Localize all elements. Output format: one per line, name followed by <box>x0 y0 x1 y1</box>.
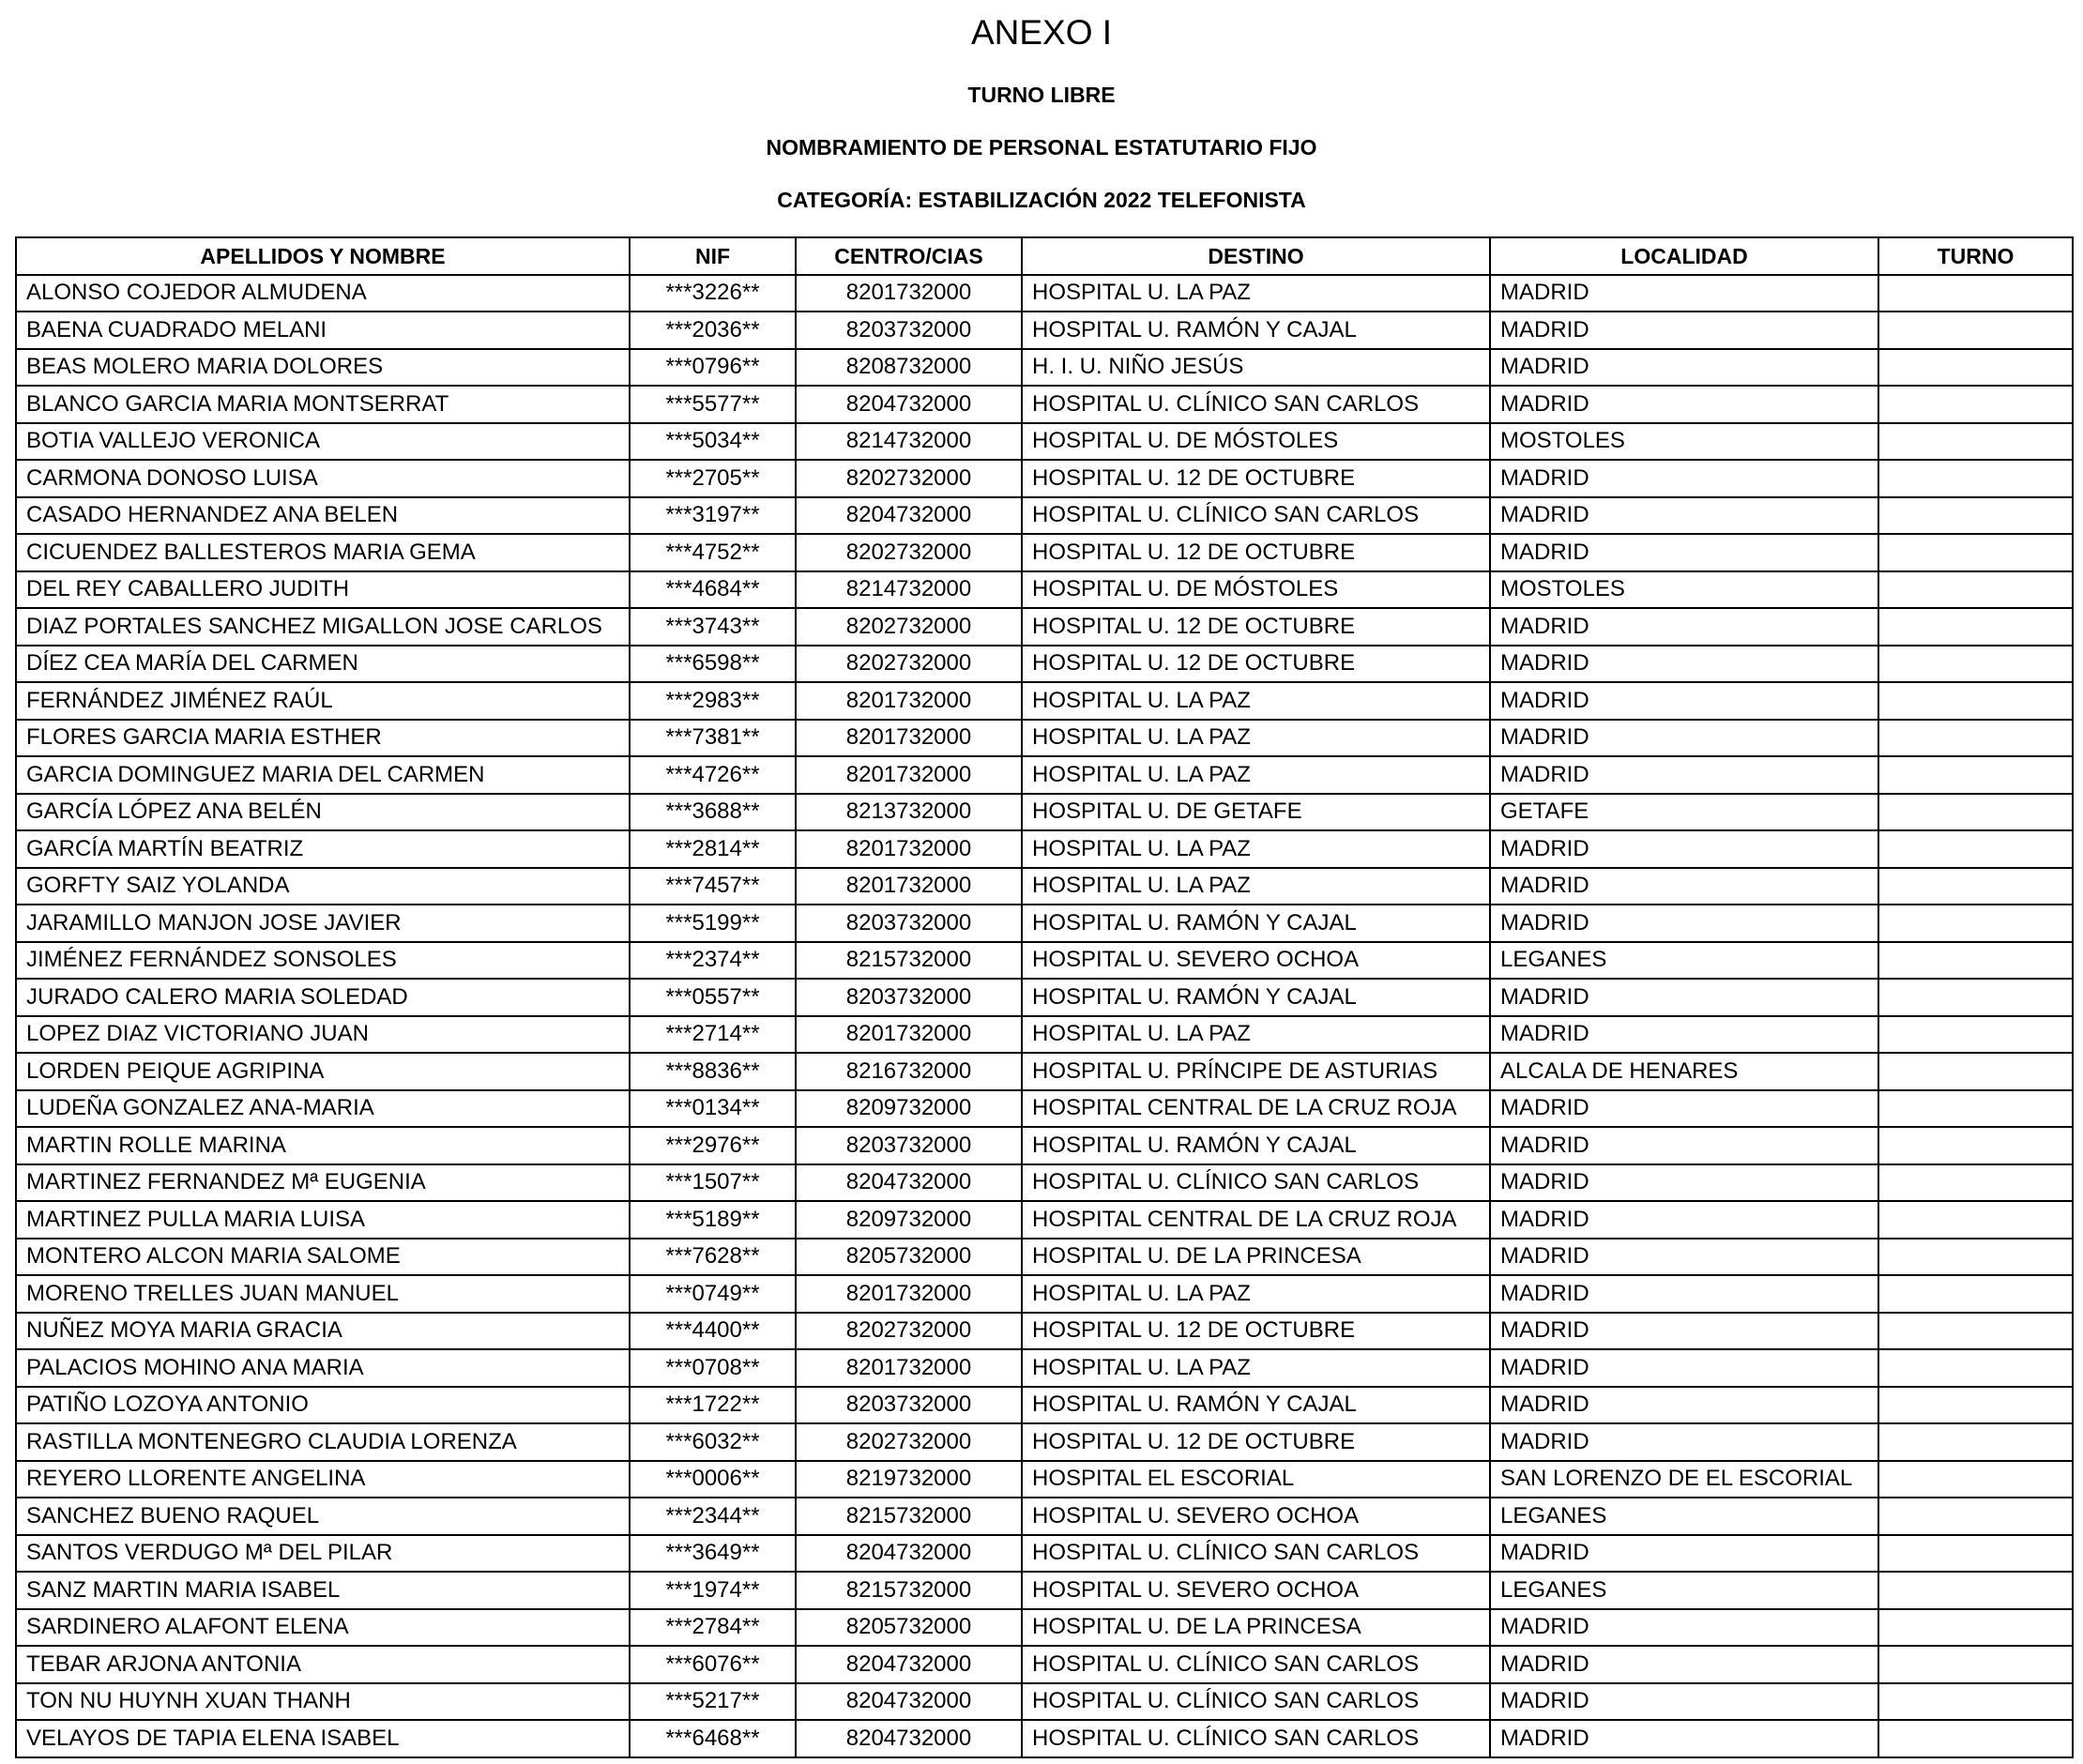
cell-nif: ***0134** <box>630 1090 796 1128</box>
cell-nif: ***7381** <box>630 720 796 757</box>
cell-localidad: MADRID <box>1490 1164 1878 1202</box>
cell-name: TON NU HUYNH XUAN THANH <box>16 1683 630 1721</box>
annex-title: ANEXO I <box>970 13 1113 52</box>
cell-cias: 8204732000 <box>796 1164 1022 1202</box>
cell-nif: ***2784** <box>630 1609 796 1647</box>
cell-turno <box>1878 1239 2073 1276</box>
cell-turno <box>1878 830 2073 868</box>
cell-nif: ***4400** <box>630 1313 796 1350</box>
cell-localidad: MADRID <box>1490 1127 1878 1164</box>
table-row <box>16 312 2073 349</box>
cell-turno <box>1878 1164 2073 1202</box>
cell-name: MARTIN ROLLE MARINA <box>16 1127 630 1164</box>
cell-destino: HOSPITAL U. CLÍNICO SAN CARLOS <box>1022 386 1490 423</box>
cell-destino: HOSPITAL U. SEVERO OCHOA <box>1022 1572 1490 1609</box>
cell-turno <box>1878 1387 2073 1424</box>
cell-localidad: MADRID <box>1490 905 1878 942</box>
cell-cias: 8216732000 <box>796 1053 1022 1090</box>
cell-destino: HOSPITAL U. RAMÓN Y CAJAL <box>1022 312 1490 349</box>
table-row <box>16 534 2073 571</box>
cell-nif: ***5577** <box>630 386 796 423</box>
cell-destino: HOSPITAL U. LA PAZ <box>1022 720 1490 757</box>
cell-turno <box>1878 460 2073 497</box>
cell-nif: ***0796** <box>630 349 796 387</box>
cell-name: REYERO LLORENTE ANGELINA <box>16 1461 630 1498</box>
table-row <box>16 275 2073 312</box>
table-row <box>16 571 2073 609</box>
cell-destino: HOSPITAL EL ESCORIAL <box>1022 1461 1490 1498</box>
cell-turno <box>1878 1720 2073 1757</box>
cell-localidad: MOSTOLES <box>1490 571 1878 609</box>
cell-name: DÍEZ CEA MARÍA DEL CARMEN <box>16 646 630 683</box>
cell-turno <box>1878 1090 2073 1128</box>
cell-cias: 8204732000 <box>796 1646 1022 1683</box>
cell-cias: 8201732000 <box>796 275 1022 312</box>
table-row <box>16 1609 2073 1647</box>
table-row <box>16 1016 2073 1054</box>
cell-localidad: SAN LORENZO DE EL ESCORIAL <box>1490 1461 1878 1498</box>
cell-turno <box>1878 386 2073 423</box>
cell-turno <box>1878 905 2073 942</box>
table-row <box>16 979 2073 1016</box>
cell-cias: 8204732000 <box>796 1535 1022 1573</box>
cell-turno <box>1878 1461 2073 1498</box>
cell-name: LUDEÑA GONZALEZ ANA-MARIA <box>16 1090 630 1128</box>
cell-name: MONTERO ALCON MARIA SALOME <box>16 1239 630 1276</box>
cell-nif: ***3743** <box>630 608 796 646</box>
cell-name: MORENO TRELLES JUAN MANUEL <box>16 1275 630 1313</box>
cell-cias: 8205732000 <box>796 1239 1022 1276</box>
cell-cias: 8204732000 <box>796 497 1022 535</box>
cell-turno <box>1878 1683 2073 1721</box>
table-header-row <box>16 237 2073 275</box>
cell-nif: ***3649** <box>630 1535 796 1573</box>
table-row <box>16 386 2073 423</box>
col-header-name: APELLIDOS Y NOMBRE <box>16 237 630 275</box>
cell-nif: ***1507** <box>630 1164 796 1202</box>
cell-name: ALONSO COJEDOR ALMUDENA <box>16 275 630 312</box>
cell-name: BLANCO GARCIA MARIA MONTSERRAT <box>16 386 630 423</box>
cell-nif: ***1974** <box>630 1572 796 1609</box>
cell-destino: HOSPITAL U. PRÍNCIPE DE ASTURIAS <box>1022 1053 1490 1090</box>
category-heading: CATEGORÍA: ESTABILIZACIÓN 2022 TELEFONISTA <box>777 188 1306 212</box>
table-row <box>16 794 2073 831</box>
cell-nif: ***7457** <box>630 868 796 905</box>
cell-localidad: MADRID <box>1490 497 1878 535</box>
cell-cias: 8201732000 <box>796 1016 1022 1054</box>
table-row <box>16 1239 2073 1276</box>
table-row <box>16 1275 2073 1313</box>
table-row <box>16 460 2073 497</box>
cell-destino: HOSPITAL U. LA PAZ <box>1022 275 1490 312</box>
cell-localidad: MADRID <box>1490 312 1878 349</box>
cell-nif: ***6076** <box>630 1646 796 1683</box>
cell-cias: 8208732000 <box>796 349 1022 387</box>
table-row <box>16 682 2073 720</box>
cell-turno <box>1878 1275 2073 1313</box>
col-header-destino: DESTINO <box>1022 237 1490 275</box>
cell-name: GARCIA DOMINGUEZ MARIA DEL CARMEN <box>16 756 630 794</box>
cell-localidad: MADRID <box>1490 682 1878 720</box>
cell-turno <box>1878 720 2073 757</box>
cell-localidad: MADRID <box>1490 1349 1878 1387</box>
cell-cias: 8201732000 <box>796 1349 1022 1387</box>
cell-name: GARCÍA LÓPEZ ANA BELÉN <box>16 794 630 831</box>
cell-localidad: MADRID <box>1490 460 1878 497</box>
cell-name: BOTIA VALLEJO VERONICA <box>16 423 630 461</box>
cell-localidad: MADRID <box>1490 1423 1878 1461</box>
cell-localidad: MADRID <box>1490 1535 1878 1573</box>
cell-cias: 8202732000 <box>796 460 1022 497</box>
cell-nif: ***5199** <box>630 905 796 942</box>
cell-localidad: MADRID <box>1490 275 1878 312</box>
cell-name: SARDINERO ALAFONT ELENA <box>16 1609 630 1647</box>
cell-turno <box>1878 1201 2073 1239</box>
cell-turno <box>1878 1423 2073 1461</box>
cell-turno <box>1878 534 2073 571</box>
cell-nif: ***0708** <box>630 1349 796 1387</box>
cell-name: SANTOS VERDUGO Mª DEL PILAR <box>16 1535 630 1573</box>
cell-cias: 8202732000 <box>796 646 1022 683</box>
cell-destino: HOSPITAL U. LA PAZ <box>1022 1349 1490 1387</box>
cell-nif: ***2714** <box>630 1016 796 1054</box>
cell-nif: ***3226** <box>630 275 796 312</box>
table-row <box>16 1720 2073 1757</box>
cell-localidad: MADRID <box>1490 830 1878 868</box>
cell-name: DIAZ PORTALES SANCHEZ MIGALLON JOSE CARLOS <box>16 608 630 646</box>
cell-cias: 8201732000 <box>796 720 1022 757</box>
cell-name: LORDEN PEIQUE AGRIPINA <box>16 1053 630 1090</box>
table-row <box>16 1313 2073 1350</box>
cell-name: CARMONA DONOSO LUISA <box>16 460 630 497</box>
cell-destino: HOSPITAL CENTRAL DE LA CRUZ ROJA <box>1022 1201 1490 1239</box>
cell-turno <box>1878 1127 2073 1164</box>
cell-cias: 8203732000 <box>796 1387 1022 1424</box>
cell-localidad: MADRID <box>1490 1275 1878 1313</box>
table-row <box>16 756 2073 794</box>
cell-name: TEBAR ARJONA ANTONIA <box>16 1646 630 1683</box>
cell-cias: 8201732000 <box>796 830 1022 868</box>
cell-localidad: MADRID <box>1490 979 1878 1016</box>
cell-localidad: MADRID <box>1490 1609 1878 1647</box>
cell-destino: HOSPITAL U. RAMÓN Y CAJAL <box>1022 1387 1490 1424</box>
cell-destino: HOSPITAL U. SEVERO OCHOA <box>1022 1498 1490 1535</box>
cell-name: JARAMILLO MANJON JOSE JAVIER <box>16 905 630 942</box>
cell-turno <box>1878 1016 2073 1054</box>
cell-destino: HOSPITAL U. LA PAZ <box>1022 682 1490 720</box>
cell-name: MARTINEZ FERNANDEZ Mª EUGENIA <box>16 1164 630 1202</box>
col-header-turno: TURNO <box>1878 237 2073 275</box>
cell-turno <box>1878 756 2073 794</box>
cell-name: SANCHEZ BUENO RAQUEL <box>16 1498 630 1535</box>
cell-cias: 8201732000 <box>796 682 1022 720</box>
cell-destino: HOSPITAL U. CLÍNICO SAN CARLOS <box>1022 1164 1490 1202</box>
cell-destino: HOSPITAL U. 12 DE OCTUBRE <box>1022 646 1490 683</box>
cell-nif: ***2344** <box>630 1498 796 1535</box>
table-row <box>16 646 2073 683</box>
cell-nif: ***2374** <box>630 942 796 980</box>
cell-cias: 8219732000 <box>796 1461 1022 1498</box>
cell-cias: 8214732000 <box>796 571 1022 609</box>
cell-name: BEAS MOLERO MARIA DOLORES <box>16 349 630 387</box>
table-row <box>16 349 2073 387</box>
cell-localidad: MADRID <box>1490 349 1878 387</box>
cell-turno <box>1878 979 2073 1016</box>
cell-turno <box>1878 868 2073 905</box>
cell-cias: 8215732000 <box>796 1572 1022 1609</box>
cell-localidad: LEGANES <box>1490 1498 1878 1535</box>
cell-nif: ***2814** <box>630 830 796 868</box>
table-row <box>16 905 2073 942</box>
cell-turno <box>1878 682 2073 720</box>
cell-cias: 8205732000 <box>796 1609 1022 1647</box>
cell-turno <box>1878 608 2073 646</box>
table-row <box>16 1387 2073 1424</box>
cell-localidad: MADRID <box>1490 868 1878 905</box>
cell-cias: 8203732000 <box>796 905 1022 942</box>
cell-cias: 8201732000 <box>796 756 1022 794</box>
cell-turno <box>1878 497 2073 535</box>
cell-destino: HOSPITAL U. DE MÓSTOLES <box>1022 571 1490 609</box>
cell-localidad: MADRID <box>1490 386 1878 423</box>
cell-name: NUÑEZ MOYA MARIA GRACIA <box>16 1313 630 1350</box>
cell-localidad: MADRID <box>1490 1646 1878 1683</box>
cell-name: FLORES GARCIA MARIA ESTHER <box>16 720 630 757</box>
cell-turno <box>1878 1498 2073 1535</box>
cell-localidad: LEGANES <box>1490 942 1878 980</box>
cell-destino: HOSPITAL U. 12 DE OCTUBRE <box>1022 1423 1490 1461</box>
cell-nif: ***3688** <box>630 794 796 831</box>
cell-name: SANZ MARTIN MARIA ISABEL <box>16 1572 630 1609</box>
cell-name: PALACIOS MOHINO ANA MARIA <box>16 1349 630 1387</box>
cell-destino: HOSPITAL U. DE LA PRINCESA <box>1022 1609 1490 1647</box>
cell-turno <box>1878 571 2073 609</box>
cell-destino: HOSPITAL U. CLÍNICO SAN CARLOS <box>1022 1646 1490 1683</box>
cell-name: MARTINEZ PULLA MARIA LUISA <box>16 1201 630 1239</box>
cell-cias: 8202732000 <box>796 534 1022 571</box>
cell-cias: 8215732000 <box>796 942 1022 980</box>
cell-localidad: MADRID <box>1490 756 1878 794</box>
cell-destino: HOSPITAL U. RAMÓN Y CAJAL <box>1022 905 1490 942</box>
table-row <box>16 1423 2073 1461</box>
cell-turno <box>1878 942 2073 980</box>
cell-destino: HOSPITAL U. CLÍNICO SAN CARLOS <box>1022 1720 1490 1757</box>
cell-name: RASTILLA MONTENEGRO CLAUDIA LORENZA <box>16 1423 630 1461</box>
cell-destino: HOSPITAL U. LA PAZ <box>1022 1016 1490 1054</box>
table-row <box>16 1646 2073 1683</box>
cell-destino: HOSPITAL U. LA PAZ <box>1022 1275 1490 1313</box>
cell-destino: HOSPITAL U. CLÍNICO SAN CARLOS <box>1022 497 1490 535</box>
cell-nif: ***2036** <box>630 312 796 349</box>
cell-destino: HOSPITAL U. LA PAZ <box>1022 868 1490 905</box>
cell-nif: ***0749** <box>630 1275 796 1313</box>
cell-destino: HOSPITAL U. 12 DE OCTUBRE <box>1022 460 1490 497</box>
cell-nif: ***5034** <box>630 423 796 461</box>
cell-nif: ***2976** <box>630 1127 796 1164</box>
table-row <box>16 1498 2073 1535</box>
table-row <box>16 1461 2073 1498</box>
cell-name: DEL REY CABALLERO JUDITH <box>16 571 630 609</box>
subtitle-heading: NOMBRAMIENTO DE PERSONAL ESTATUTARIO FIJO <box>766 135 1317 160</box>
cell-nif: ***6468** <box>630 1720 796 1757</box>
cell-localidad: MADRID <box>1490 1313 1878 1350</box>
cell-cias: 8204732000 <box>796 1720 1022 1757</box>
table-row <box>16 942 2073 980</box>
cell-localidad: MADRID <box>1490 1387 1878 1424</box>
cell-destino: HOSPITAL U. DE LA PRINCESA <box>1022 1239 1490 1276</box>
cell-turno <box>1878 1646 2073 1683</box>
cell-turno <box>1878 349 2073 387</box>
cell-name: LOPEZ DIAZ VICTORIANO JUAN <box>16 1016 630 1054</box>
cell-name: GORFTY SAIZ YOLANDA <box>16 868 630 905</box>
table-row <box>16 497 2073 535</box>
table-row <box>16 423 2073 461</box>
cell-turno <box>1878 1053 2073 1090</box>
cell-turno <box>1878 312 2073 349</box>
cell-cias: 8209732000 <box>796 1201 1022 1239</box>
cell-nif: ***0557** <box>630 979 796 1016</box>
cell-localidad: MADRID <box>1490 608 1878 646</box>
table-row <box>16 1349 2073 1387</box>
cell-destino: HOSPITAL U. 12 DE OCTUBRE <box>1022 608 1490 646</box>
cell-cias: 8201732000 <box>796 1275 1022 1313</box>
cell-localidad: MADRID <box>1490 720 1878 757</box>
cell-cias: 8203732000 <box>796 312 1022 349</box>
appointments-table <box>15 236 2074 1758</box>
cell-destino: HOSPITAL U. SEVERO OCHOA <box>1022 942 1490 980</box>
cell-turno <box>1878 1572 2073 1609</box>
cell-nif: ***2983** <box>630 682 796 720</box>
cell-destino: HOSPITAL U. LA PAZ <box>1022 830 1490 868</box>
table-body <box>16 275 2073 1757</box>
table-row <box>16 608 2073 646</box>
cell-name: GARCÍA MARTÍN BEATRIZ <box>16 830 630 868</box>
cell-nif: ***6032** <box>630 1423 796 1461</box>
cell-cias: 8215732000 <box>796 1498 1022 1535</box>
cell-cias: 8203732000 <box>796 1127 1022 1164</box>
cell-localidad: MOSTOLES <box>1490 423 1878 461</box>
col-header-localidad: LOCALIDAD <box>1490 237 1878 275</box>
cell-destino: HOSPITAL U. CLÍNICO SAN CARLOS <box>1022 1683 1490 1721</box>
table-row <box>16 1535 2073 1573</box>
cell-nif: ***7628** <box>630 1239 796 1276</box>
cell-cias: 8213732000 <box>796 794 1022 831</box>
table-row <box>16 868 2073 905</box>
cell-localidad: MADRID <box>1490 1201 1878 1239</box>
cell-cias: 8209732000 <box>796 1090 1022 1128</box>
table-row <box>16 1090 2073 1128</box>
cell-cias: 8202732000 <box>796 608 1022 646</box>
cell-turno <box>1878 794 2073 831</box>
cell-localidad: MADRID <box>1490 1016 1878 1054</box>
table-row <box>16 1127 2073 1164</box>
cell-turno <box>1878 1313 2073 1350</box>
cell-nif: ***1722** <box>630 1387 796 1424</box>
cell-destino: HOSPITAL CENTRAL DE LA CRUZ ROJA <box>1022 1090 1490 1128</box>
cell-nif: ***0006** <box>630 1461 796 1498</box>
cell-cias: 8203732000 <box>796 979 1022 1016</box>
cell-nif: ***3197** <box>630 497 796 535</box>
cell-cias: 8214732000 <box>796 423 1022 461</box>
cell-localidad: MADRID <box>1490 534 1878 571</box>
cell-nif: ***8836** <box>630 1053 796 1090</box>
table-row <box>16 1572 2073 1609</box>
cell-localidad: ALCALA DE HENARES <box>1490 1053 1878 1090</box>
col-header-nif: NIF <box>630 237 796 275</box>
table-row <box>16 1164 2073 1202</box>
table-row <box>16 1201 2073 1239</box>
cell-nif: ***6598** <box>630 646 796 683</box>
cell-name: JIMÉNEZ FERNÁNDEZ SONSOLES <box>16 942 630 980</box>
cell-cias: 8204732000 <box>796 1683 1022 1721</box>
cell-destino: HOSPITAL U. DE GETAFE <box>1022 794 1490 831</box>
cell-nif: ***4726** <box>630 756 796 794</box>
cell-localidad: MADRID <box>1490 1720 1878 1757</box>
cell-name: FERNÁNDEZ JIMÉNEZ RAÚL <box>16 682 630 720</box>
cell-turno <box>1878 423 2073 461</box>
cell-destino: HOSPITAL U. 12 DE OCTUBRE <box>1022 534 1490 571</box>
cell-destino: H. I. U. NIÑO JESÚS <box>1022 349 1490 387</box>
cell-localidad: MADRID <box>1490 1239 1878 1276</box>
cell-turno <box>1878 1609 2073 1647</box>
cell-destino: HOSPITAL U. RAMÓN Y CAJAL <box>1022 979 1490 1016</box>
cell-cias: 8204732000 <box>796 386 1022 423</box>
table-row <box>16 720 2073 757</box>
cell-name: CICUENDEZ BALLESTEROS MARIA GEMA <box>16 534 630 571</box>
cell-name: VELAYOS DE TAPIA ELENA ISABEL <box>16 1720 630 1757</box>
cell-nif: ***5217** <box>630 1683 796 1721</box>
table-row <box>16 1053 2073 1090</box>
cell-nif: ***5189** <box>630 1201 796 1239</box>
cell-localidad: MADRID <box>1490 1090 1878 1128</box>
cell-destino: HOSPITAL U. LA PAZ <box>1022 756 1490 794</box>
cell-localidad: GETAFE <box>1490 794 1878 831</box>
turno-heading: TURNO LIBRE <box>967 83 1116 107</box>
cell-localidad: MADRID <box>1490 646 1878 683</box>
cell-destino: HOSPITAL U. 12 DE OCTUBRE <box>1022 1313 1490 1350</box>
cell-destino: HOSPITAL U. RAMÓN Y CAJAL <box>1022 1127 1490 1164</box>
cell-turno <box>1878 1535 2073 1573</box>
cell-turno <box>1878 275 2073 312</box>
cell-nif: ***4684** <box>630 571 796 609</box>
cell-name: CASADO HERNANDEZ ANA BELEN <box>16 497 630 535</box>
cell-name: BAENA CUADRADO MELANI <box>16 312 630 349</box>
col-header-cias: CENTRO/CIAS <box>796 237 1022 275</box>
cell-localidad: MADRID <box>1490 1683 1878 1721</box>
cell-turno <box>1878 1349 2073 1387</box>
cell-nif: ***4752** <box>630 534 796 571</box>
cell-name: JURADO CALERO MARIA SOLEDAD <box>16 979 630 1016</box>
cell-cias: 8202732000 <box>796 1313 1022 1350</box>
table-row <box>16 830 2073 868</box>
cell-nif: ***2705** <box>630 460 796 497</box>
cell-turno <box>1878 646 2073 683</box>
cell-cias: 8201732000 <box>796 868 1022 905</box>
cell-cias: 8202732000 <box>796 1423 1022 1461</box>
cell-localidad: LEGANES <box>1490 1572 1878 1609</box>
cell-destino: HOSPITAL U. DE MÓSTOLES <box>1022 423 1490 461</box>
cell-name: PATIÑO LOZOYA ANTONIO <box>16 1387 630 1424</box>
table-row <box>16 1683 2073 1721</box>
cell-destino: HOSPITAL U. CLÍNICO SAN CARLOS <box>1022 1535 1490 1573</box>
